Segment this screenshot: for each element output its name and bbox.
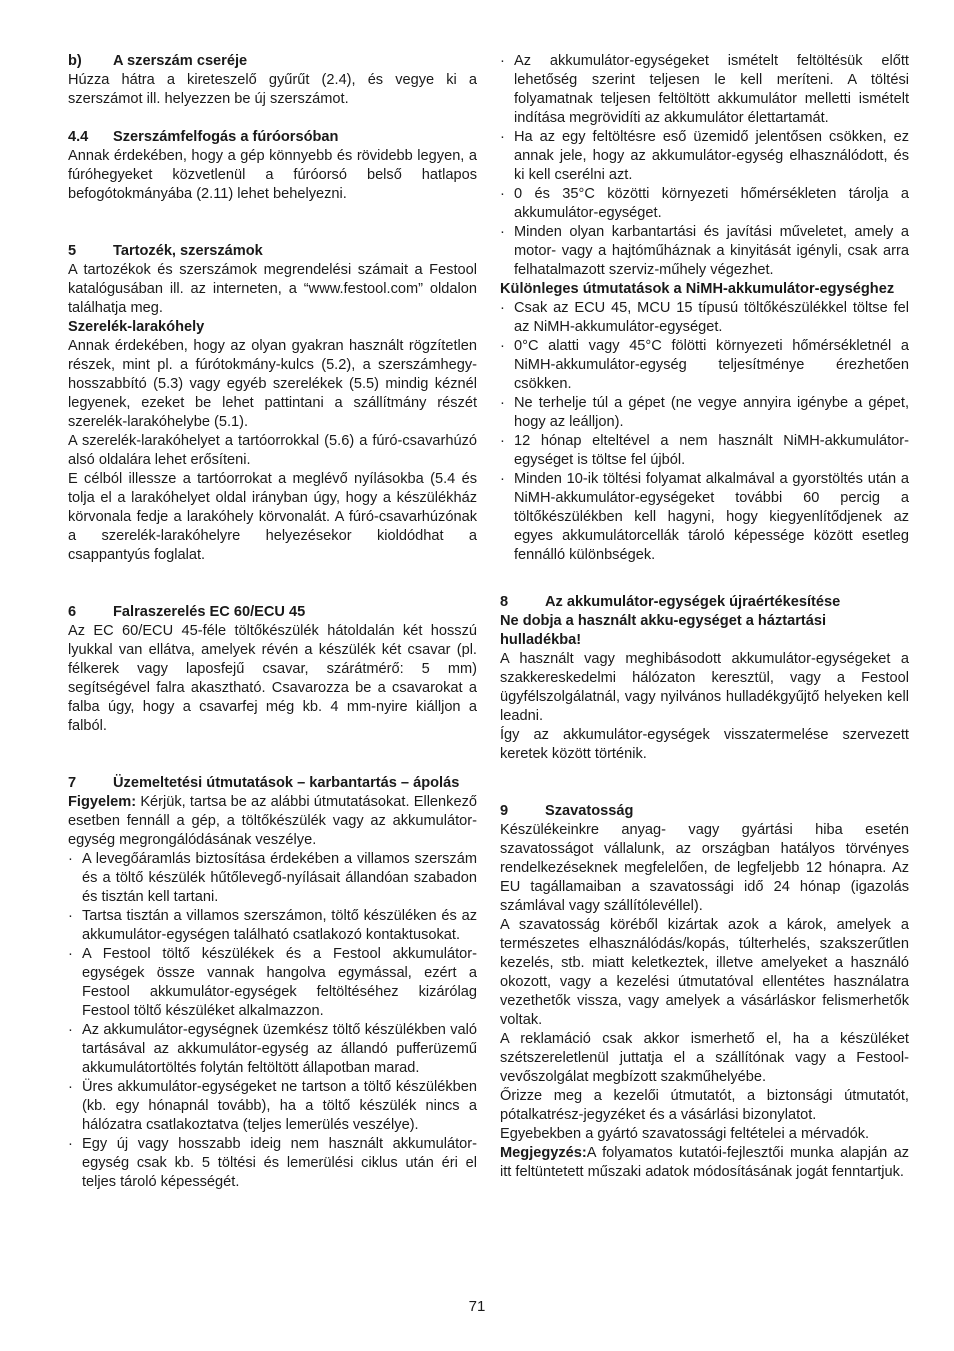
list-item: · Egy új vagy hosszabb ideig nem használt akkumulátor-egység csak kb. 5 töltési és lemerülési ciklus után éri el teljes tároló képességét. xyxy=(68,1135,477,1192)
list-item: · Az akkumulátor-egységeket ismételt feltöltésük előtt lehetőség szerint teljesen le kell meríteni. A töltési folyamatnak teljesen feltöltött akkumulátor melletti ismételt indítása megrövidíti az akkumulátor élettartamát. xyxy=(500,52,909,128)
section-number: 6 xyxy=(68,604,77,620)
attention-paragraph xyxy=(68,793,477,850)
note-label: Megjegyzés: xyxy=(500,1145,587,1161)
list-item: · A Festool töltő készülékek és a Festool akkumulátor-egységek össze vannak hangolva egymással, ezért a Festool akkumulátor-egységek feltöltéséhez kizárólag Festool töltő készüléket alkalmazzon. xyxy=(68,945,477,1021)
paragraph: E célból illessze a tartóorrokat a meglévő nyílásokba (5.4 és tolja el a larakóhelyet oldal irányban úgy, hogy a készülékház körvonala fedje a larakóhely körvonalát. A fúró-csavarhúzónak a szerelék-larakóhelyre helyezésekor kioldódhat a csappantyús foglalat. xyxy=(68,471,477,563)
section-heading-warranty xyxy=(500,802,909,821)
attention-label: Figyelem: xyxy=(68,794,137,810)
section-heading-accessories xyxy=(68,242,477,261)
paragraph: Őrizze meg a kezelői útmutatót, a biztonsági útmutatót, pótalkatrész-jegyzéket és a vásárlási bizonylatot. xyxy=(500,1088,909,1123)
section-heading-recycling xyxy=(500,593,909,612)
paragraph: A használt vagy meghibásodott akkumulátor-egységeket a szakkereskedelmi hálózaton keresztül, vagy a Festool ügyfélszolgálatnál, vagy nyilvános hulladékgyűjtő helyeken kell leadni. xyxy=(500,651,909,724)
section-number: 9 xyxy=(500,803,509,819)
nimh-list xyxy=(500,299,909,565)
subheading-nimh: Különleges útmutatások a NiMH-akkumulátor-egységhez xyxy=(500,281,895,297)
list-item: · Ne terhelje túl a gépet (ne vegye annyira igénybe a gépet, hogy az leálljon). xyxy=(500,394,909,432)
section-title: A szerszám cseréje xyxy=(113,53,248,69)
section-number: 8 xyxy=(500,594,509,610)
section-heading-tool-change xyxy=(68,52,477,71)
note-paragraph xyxy=(500,1144,909,1182)
list-item: · Az akkumulátor-egységnek üzemkész töltő készülékben való tartásával az akkumulátor-egység az állandó pufferüzemű akkumulátortöltés folytán feltöltött állapotban marad. xyxy=(68,1021,477,1078)
list-item: · 0°C alatti vagy 45°C fölötti környezeti hőmérsékletnél a NiMH-akkumulátor-egység teljesítménye érezhetően csökken. xyxy=(500,337,909,394)
section-title: Falraszerelés EC 60/ECU 45 xyxy=(113,604,306,620)
attention-text: Kérjük, tartsa be az alábbi útmutatásokat. Ellenkező esetben fennáll a gép, a töltőkészülék vagy az akkumulátor-egység megrongálódásának veszélye. xyxy=(68,794,477,848)
list-item: · 0 és 35°C közötti környezeti hőmérsékleten tárolja a akkumulátor-egységet. xyxy=(500,185,909,223)
section-title: Szavatosság xyxy=(545,803,634,819)
paragraph: Húzza hátra a kireteszelő gyűrűt (2.4), és vegye ki a szerszámot ill. helyezzen be új szerszámot. xyxy=(68,72,477,107)
list-item: · Ha az egy feltöltésre eső üzemidő jelentősen csökken, ez annak jele, hogy az akkumulátor-egység elhasználódott, és ki kell cserélni azt. xyxy=(500,128,909,185)
list-item: · Minden 10-ik töltési folyamat alkalmával a gyorstöltés után a NiMH-akkumulátor-egységeket további 60 percig a töltőkészülékben kell hagyni, hogy kiegyenlítődjenek az egyes akkumulátorcellák tároló képessége között esetleg fennálló különbségek. xyxy=(500,470,909,565)
note-text: A folyamatos kutatói-fejlesztői munka alapján az itt feltüntetett műszaki adatok módosításának jogát fenntartjuk. xyxy=(500,1145,909,1180)
paragraph: A szavatosság köréből kizártak azok a károk, amelyek a természetes elhasználódás/kopás, túlterhelés, szakszerűtlen kezelés, stb. miatt keletkeztek, illetve amelyeket a használó okozott, vagy a kezelési útmutatóval ellentétes használatra vezethetők vissza, vagy amelyek a vásárláskor felismerhetők voltak. xyxy=(500,917,909,1028)
paragraph: Egyebekben a gyártó szavatossági feltételei a mérvadók. xyxy=(500,1126,870,1142)
maintenance-list-continued xyxy=(500,52,909,280)
list-item: · Csak az ECU 45, MCU 15 típusú töltőkészülékkel töltse fel az NiMH-akkumulátor-egységet. xyxy=(500,299,909,337)
paragraph: Annak érdekében, hogy az olyan gyakran használt rögzítetlen részek, mint pl. a fúrótokmány-kulcs (5.2), a szerszámhegy-hosszabbító (5.3) vagy egyéb szerelékek (5.5) mindig kéznél legyenek, ezeket be lehet pattintani a szállítmány részét szerelék-larakóhelybe (5.1). xyxy=(68,338,477,430)
section-number: 5 xyxy=(68,243,77,259)
maintenance-list xyxy=(68,850,477,1192)
list-item: · 12 hónap elteltével a nem használt NiMH-akkumulátor-egységet is töltse fel újból. xyxy=(500,432,909,470)
section-heading-spindle-chuck xyxy=(68,128,477,147)
recycling-warning: Ne dobja a használt akku-egységet a háztartási hulladékba! xyxy=(500,613,827,648)
section-title: Üzemeltetési útmutatások – karbantartás – ápolás xyxy=(113,775,460,791)
section-title: Szerszámfelfogás a fúróorsóban xyxy=(113,129,339,145)
section-title: Tartozék, szerszámok xyxy=(113,243,263,259)
section-number: b) xyxy=(68,53,82,69)
left-column xyxy=(68,52,477,1192)
right-column xyxy=(500,52,909,1182)
paragraph: A tartozékok és szerszámok megrendelési számait a Festool katalógusában ill. az interneten, a “www.festool.com” oldalon találhatja meg. xyxy=(68,262,477,316)
section-heading-operating-instructions xyxy=(68,774,477,793)
page-number: 71 xyxy=(468,1298,486,1315)
paragraph: Annak érdekében, hogy a gép könnyebb és rövidebb legyen, a fúróhegyeket közvetlenül a fúróorsó belső hatlapos befogótokmányába (2.11) lehet behelyezni. xyxy=(68,148,477,202)
list-item: · Minden olyan karbantartási és javítási műveletet, amely a motor- vagy a hajtóműháznak a kinyitását igényli, csak arra felhatalmazott szerviz-műhely végezhet. xyxy=(500,223,909,280)
paragraph: Az EC 60/ECU 45-féle töltőkészülék hátoldalán két hosszú lyukkal van ellátva, amelyek révén a készülék két csavar (pl. félkerek vagy laposfejű csavar, szárátmérő: 5 mm) segítségével falra akasztható. Csavarozza be a csavarokat a falba úgy, hogy a csavarfej még kb. 4 mm-nyire kiálljon a falból. xyxy=(68,623,477,734)
section-title: Az akkumulátor-egységek újraértékesítése xyxy=(545,594,841,610)
paragraph: A szerelék-larakóhelyet a tartóorrokkal (5.6) a fúró-csavarhúzó alsó oldalára lehet erősíteni. xyxy=(68,433,477,468)
list-item: · Üres akkumulátor-egységeket ne tartson a töltő készülékben (kb. egy hónapnál tovább), ha a töltő készülék nincs a hálózatra csatlakoztatva (teljes lemerülés veszélye). xyxy=(68,1078,477,1135)
section-heading-wall-mounting xyxy=(68,603,477,622)
section-number: 7 xyxy=(68,775,77,791)
paragraph: A reklamáció csak akkor ismerhető el, ha a készüléket szétszereletlenül juttatja el a szállítónak vagy a Festool-vevőszolgálat megbízott szakműhelyébe. xyxy=(500,1031,909,1085)
paragraph: Készülékeinkre anyag- vagy gyártási hiba esetén szavatosságot vállalunk, az országban hatályos törvényes rendelkezéseknek megfelelően, de legfeljebb 12 hónapra. Az EU tagállamaiban a szavatossági idő 24 hónap (igazolás számlával vagy szállítólevéllel). xyxy=(500,822,909,914)
list-item: · A levegőáramlás biztosítása érdekében a villamos szerszám és a töltő készülék hűtőlevegő-nyílásait állandóan szabadon és tisztán kell tartani. xyxy=(68,850,477,907)
section-number: 4.4 xyxy=(68,129,89,145)
subheading-accessory-holder: Szerelék-larakóhely xyxy=(68,319,205,335)
paragraph: Így az akkumulátor-egységek visszatermelése szervezett keretek között történik. xyxy=(500,727,909,762)
list-item: · Tartsa tisztán a villamos szerszámon, töltő készüléken és az akkumulátor-egységen található csatlakozó kontaktusokat. xyxy=(68,907,477,945)
